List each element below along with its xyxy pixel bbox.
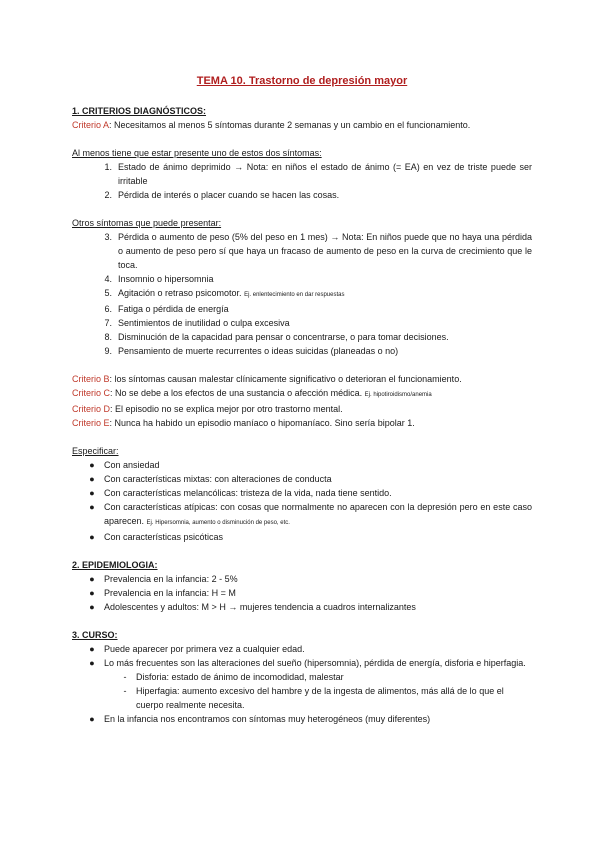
list-item-main: Con características atípicas: con cosas que normalmente no aparecen con la depresión pero en este caso aparecen. [104,502,532,526]
list-number: 3. [104,232,112,242]
list-item [72,712,532,726]
list-item-text [118,286,532,302]
list-item-text: Disforia: estado de ánimo de incomodidad, malestar [136,672,344,682]
criterio-d [72,402,532,416]
list-number: 5. [104,288,112,298]
list-item [72,344,532,358]
list-item-text: Estado de ánimo deprimido → Nota: en niños el estado de ánimo (= EA) en vez de triste puede ser irritable [118,162,532,186]
must-symptoms-heading: Al menos tiene que estar presente uno de estos dos síntomas: [72,148,322,158]
bullet-icon: ● [89,460,95,470]
criterio-a [72,118,532,132]
list-item [72,330,532,344]
other-symptoms-list [72,230,532,358]
page-title: TEMA 10. Trastorno de depresión mayor [196,75,408,87]
criterio-label: Criterio D [72,404,111,414]
criterio-text: : No se debe a los efectos de una sustancia o afección médica. [110,388,365,398]
specify-heading: Especificar: [72,446,119,456]
list-item-text [104,500,532,530]
criterio-c [72,386,532,402]
criterio-label: Criterio C [72,388,111,398]
criterio-note: Ej. hipotiroidismo/anemia [364,392,432,398]
list-item [114,670,532,684]
list-number: 6. [104,304,112,314]
list-item [72,472,532,486]
list-item [72,188,532,202]
list-item-text: Pérdida de interés o placer cuando se hacen las cosas. [118,190,340,200]
bullet-icon: ● [89,658,95,668]
course-list-2 [72,712,532,726]
epidemiology-list [72,572,532,614]
bullet-icon: ● [89,532,95,542]
specify-list [72,458,532,544]
list-item [72,286,532,302]
list-item [114,684,532,712]
criterio-text: : El episodio no se explica mejor por otro trastorno mental. [110,404,343,414]
criterio-text: : los síntomas causan malestar clínicamente significativo o deterioran el funcionamiento. [109,374,462,384]
section-heading-epidemiologia: 2. EPIDEMIOLOGIA: [72,560,158,570]
list-item-note: Ej. Hipersomnia, aumento o disminución de peso, etc. [146,520,290,526]
list-item-text: Con ansiedad [104,460,160,470]
list-item-text: Prevalencia en la infancia: 2 - 5% [104,574,238,584]
list-item [72,656,532,670]
criterio-label: Criterio E [72,418,110,428]
list-item-text: Con características mixtas: con alteraciones de conducta [104,474,332,484]
section-heading-criterios: 1. CRITERIOS DIAGNÓSTICOS: [72,106,207,116]
list-item-text: Disminución de la capacidad para pensar o concentrarse, o para tomar decisiones. [118,332,449,342]
list-item-text: Insomnio o hipersomnia [118,274,214,284]
list-item [72,642,532,656]
list-item-text: Prevalencia en la infancia: H = M [104,588,236,598]
list-item-text: Con características psicóticas [104,532,224,542]
list-item [72,302,532,316]
other-symptoms-heading: Otros síntomas que puede presentar: [72,218,222,228]
list-item [72,500,532,530]
dash-icon: - [123,672,127,682]
criterio-a-label: Criterio A [72,120,110,130]
list-item-note: Ej. enlentecimiento en dar respuestas [244,292,345,298]
criterio-e [72,416,532,430]
list-number: 1. [104,162,112,172]
list-item-text: Sentimientos de inutilidad o culpa excesiva [118,318,290,328]
list-item [72,572,532,586]
list-number: 4. [104,274,112,284]
list-item-text: Pérdida o aumento de peso (5% del peso en 1 mes) → Nota: En niños puede que no haya una pérdida o aumento de peso pero sí que haya un fracaso de aumento de peso en la curva de crecimiento que le toca. [118,232,532,270]
course-list [72,642,532,670]
bullet-icon: ● [89,474,95,484]
course-sublist [72,670,532,712]
list-item-text: En la infancia nos encontramos con síntomas muy heterogéneos (muy diferentes) [104,714,431,724]
bullet-icon: ● [89,714,95,724]
bullet-icon: ● [89,574,95,584]
list-item [72,486,532,500]
list-number: 7. [104,318,112,328]
list-item [72,530,532,544]
bullet-icon: ● [89,602,95,612]
list-item-text: Fatiga o pérdida de energía [118,304,229,314]
list-item [72,458,532,472]
list-item [72,160,532,188]
list-item-text: Puede aparecer por primera vez a cualquier edad. [104,644,305,654]
bullet-icon: ● [89,644,95,654]
dash-icon: - [123,686,127,696]
list-number: 9. [104,346,112,356]
section-heading-curso: 3. CURSO: [72,630,118,640]
list-item [72,600,532,614]
list-item-text: Pensamiento de muerte recurrentes o ideas suicidas (planeadas o no) [118,346,399,356]
list-item-text: Hiperfagia: aumento excesivo del hambre y de la ingesta de alimentos, más allá de lo que el cuerpo realmente necesita. [136,686,504,710]
list-item-text: Lo más frecuentes son las alteraciones del sueño (hipersomnia), pérdida de energía, disforia e hiperfagia. [104,658,526,668]
criterio-text: : Nunca ha habido un episodio maníaco o hipomaníaco. Sino sería bipolar 1. [109,418,415,428]
criterio-b [72,372,532,386]
document-content [72,74,532,726]
list-item [72,230,532,272]
list-item [72,316,532,330]
list-item [72,272,532,286]
list-item-text: Adolescentes y adultos: M > H → mujeres tendencia a cuadros internalizantes [104,602,416,612]
bullet-icon: ● [89,588,95,598]
list-number: 2. [104,190,112,200]
list-item [72,586,532,600]
bullet-icon: ● [89,502,95,512]
bullet-icon: ● [89,488,95,498]
list-item-text: Con características melancólicas: tristeza de la vida, nada tiene sentido. [104,488,392,498]
list-number: 8. [104,332,112,342]
criterio-a-text: : Necesitamos al menos 5 síntomas durante 2 semanas y un cambio en el funcionamiento. [109,120,471,130]
must-symptoms-list [72,160,532,202]
list-item-main: Agitación o retraso psicomotor. [118,288,245,298]
criterio-label: Criterio B [72,374,110,384]
